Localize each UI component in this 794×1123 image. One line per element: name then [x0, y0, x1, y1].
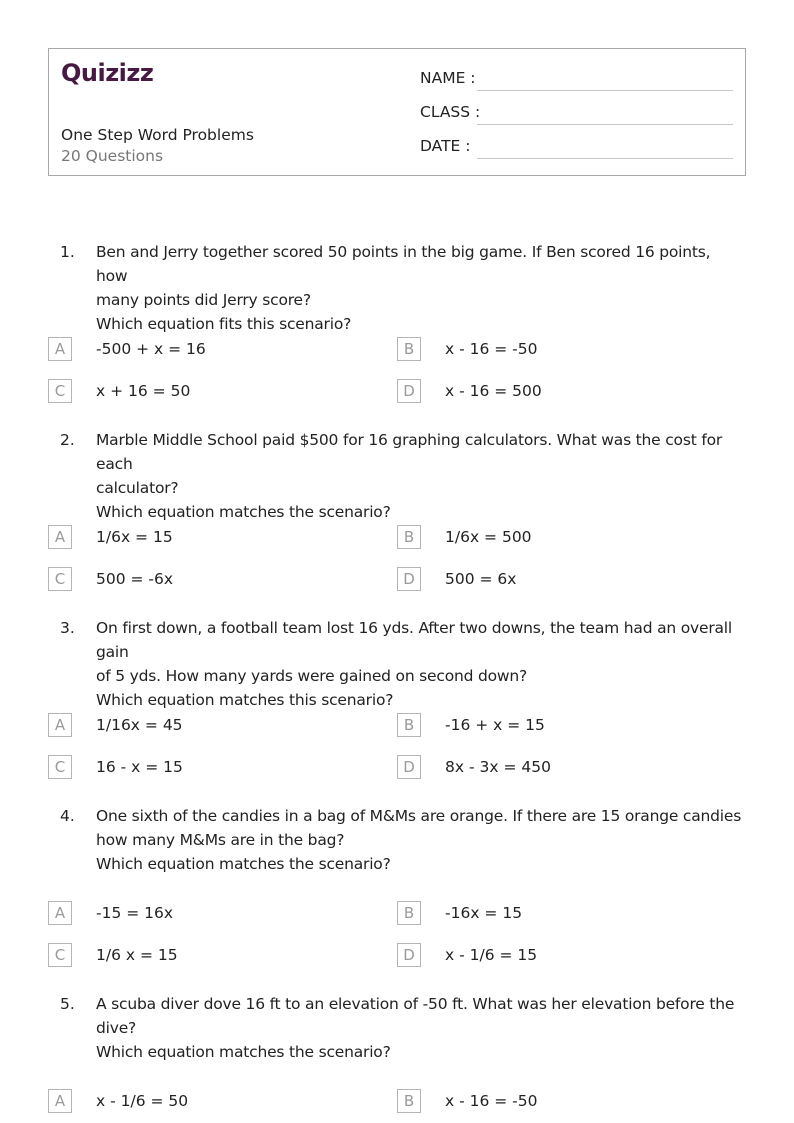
option-d-text: x - 16 = 500: [445, 382, 542, 400]
class-line[interactable]: [477, 124, 733, 125]
option-a-box[interactable]: A: [48, 525, 72, 549]
option-d-box[interactable]: D: [397, 379, 421, 403]
option-c-text: 16 - x = 15: [96, 758, 183, 776]
option-c-box[interactable]: C: [48, 943, 72, 967]
option-d-box[interactable]: D: [397, 755, 421, 779]
option-c-box[interactable]: C: [48, 755, 72, 779]
option-b-box[interactable]: B: [397, 1089, 421, 1113]
option-b-text: -16 + x = 15: [445, 716, 545, 734]
option-b-box[interactable]: B: [397, 901, 421, 925]
option-c-text: x + 16 = 50: [96, 382, 191, 400]
option-a-box[interactable]: A: [48, 1089, 72, 1113]
question-text: On first down, a football team lost 16 yds. After two downs, the team had an overall gain of 5 yds. How many yards were gained on second down? Which equation matches this scenario?: [96, 619, 733, 709]
option-a-box[interactable]: A: [48, 901, 72, 925]
worksheet-header: [48, 48, 746, 176]
option-a-text: 1/16x = 45: [96, 716, 183, 734]
question-text: Marble Middle School paid $500 for 16 graphing calculators. What was the cost for each calculator? Which equation matches the scenario?: [96, 431, 723, 521]
option-c-box[interactable]: C: [48, 567, 72, 591]
option-a-box[interactable]: A: [48, 337, 72, 361]
option-a-text: x - 1/6 = 50: [96, 1092, 189, 1110]
name-line[interactable]: [477, 90, 733, 91]
question-text: Ben and Jerry together scored 50 points in the big game. If Ben scored 16 points, how many points did Jerry score? Which equation fits this scenario?: [96, 243, 711, 333]
class-label: CLASS :: [420, 103, 481, 121]
quizizz-logo: Quizizz: [61, 59, 154, 87]
question-text: One sixth of the candies in a bag of M&Ms are orange. If there are 15 orange candies how many M&Ms are in the bag? Which equation matches the scenario?: [96, 807, 742, 873]
option-d-text: 8x - 3x = 450: [445, 758, 551, 776]
option-a-text: -500 + x = 16: [96, 340, 206, 358]
option-c-text: 500 = -6x: [96, 570, 174, 588]
question-number: 3.: [60, 619, 75, 637]
option-d-box[interactable]: D: [397, 943, 421, 967]
option-a-text: -15 = 16x: [96, 904, 174, 922]
worksheet-title: One Step Word Problems: [61, 126, 254, 144]
option-b-text: x - 16 = -50: [445, 340, 538, 358]
option-a-text: 1/6x = 15: [96, 528, 173, 546]
option-c-text: 1/6 x = 15: [96, 946, 178, 964]
question-number: 4.: [60, 807, 75, 825]
question-number: 5.: [60, 995, 75, 1013]
option-d-text: 500 = 6x: [445, 570, 517, 588]
option-d-box[interactable]: D: [397, 567, 421, 591]
date-line[interactable]: [477, 158, 733, 159]
option-b-box[interactable]: B: [397, 525, 421, 549]
question-number: 1.: [60, 243, 75, 261]
option-b-text: -16x = 15: [445, 904, 523, 922]
name-label: NAME :: [420, 69, 476, 87]
option-b-box[interactable]: B: [397, 713, 421, 737]
option-b-text: 1/6x = 500: [445, 528, 532, 546]
option-d-text: x - 1/6 = 15: [445, 946, 538, 964]
option-b-box[interactable]: B: [397, 337, 421, 361]
date-label: DATE :: [420, 137, 471, 155]
question-count: 20 Questions: [61, 147, 164, 165]
option-c-box[interactable]: C: [48, 379, 72, 403]
option-b-text: x - 16 = -50: [445, 1092, 538, 1110]
option-a-box[interactable]: A: [48, 713, 72, 737]
question-number: 2.: [60, 431, 75, 449]
question-text: A scuba diver dove 16 ft to an elevation of -50 ft. What was her elevation before the dive? Which equation matches the scenario?: [96, 995, 735, 1061]
